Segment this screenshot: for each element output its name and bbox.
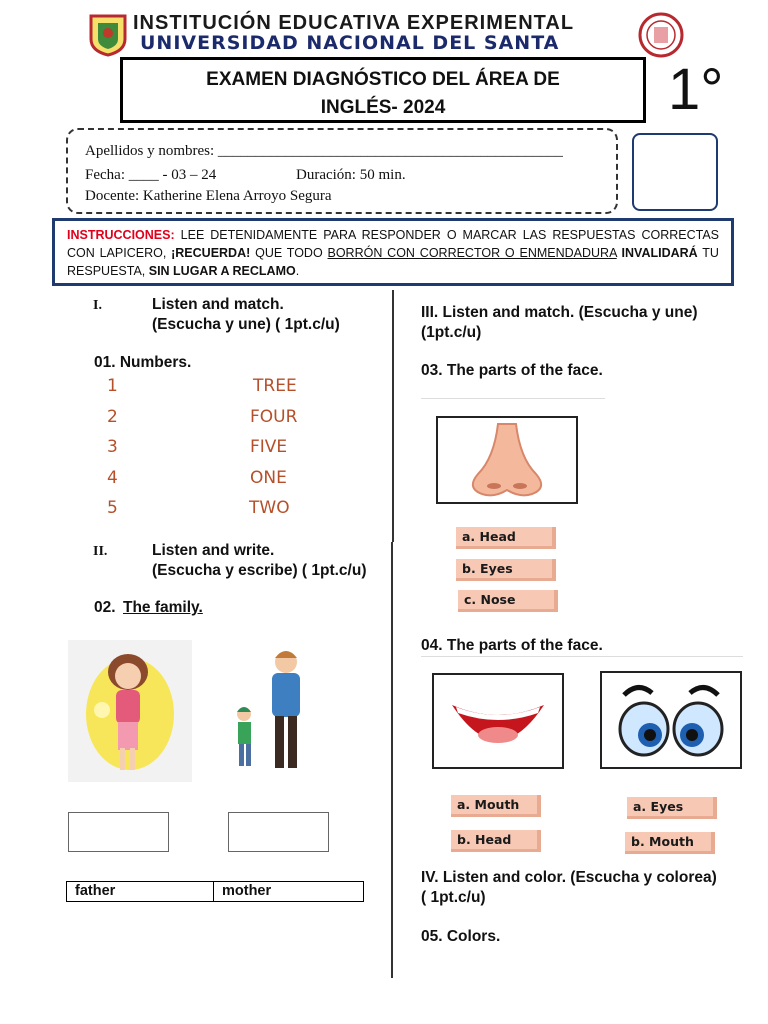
name-field-label: Apellidos y nombres: ______________________________________________ <box>85 143 563 159</box>
teacher-label: Docente: Katherine Elena Arroyo Segura <box>85 188 332 204</box>
instructions-box: INSTRUCCIONES: LEE DETENIDAMENTE PARA RESPONDER O MARCAR LAS RESPUESTAS CORRECTAS CON LAPICERO, ¡RECUERDA! QUE TODO BORRÓN CON CORRECTOR O ENMENDADURA INVALIDARÁ TU RESPUESTA, SIN LUGAR A RECLAMO. <box>52 218 734 286</box>
option-head-button[interactable]: a. Head <box>456 527 556 549</box>
question-02-number: 02. <box>94 599 116 616</box>
word-bank-table <box>66 881 364 902</box>
option-nose-button[interactable]: c. Nose <box>458 590 558 612</box>
question-05-title: 05. Colors. <box>421 928 501 945</box>
column-divider-bottom <box>391 542 393 978</box>
section2-subtitle: (Escucha y escribe) ( 1pt.c/u) <box>152 562 367 579</box>
section2-title: Listen and write. <box>152 542 275 559</box>
word-bank-mother: mother <box>222 883 272 899</box>
number-item: 2 <box>107 407 118 427</box>
number-item: 3 <box>107 437 118 457</box>
number-word: TREE <box>253 376 297 396</box>
section3-title: III. Listen and match. (Escucha y une) <box>421 304 698 321</box>
section4-subtitle: ( 1pt.c/u) <box>421 889 486 906</box>
school-crest-logo <box>88 13 128 57</box>
section2-roman: II. <box>93 544 108 559</box>
university-seal-logo <box>638 12 684 58</box>
section3-subtitle: (1pt.c/u) <box>421 324 482 341</box>
section1-title: Listen and match. <box>152 296 284 313</box>
score-box <box>632 133 718 211</box>
section4-title: IV. Listen and color. (Escucha y colorea) <box>421 869 717 886</box>
question-04-title: 04. The parts of the face. <box>421 637 603 654</box>
option-eyes-button-right[interactable]: a. Eyes <box>627 797 717 819</box>
mother-illustration <box>68 640 192 782</box>
option-mouth-button-right[interactable]: b. Mouth <box>625 832 715 854</box>
exam-title-line2: INGLÉS- 2024 <box>320 97 446 118</box>
duration-label: Duración: 50 min. <box>296 167 406 183</box>
column-divider-top <box>392 290 394 542</box>
question-01-title: 01. Numbers. <box>94 354 192 371</box>
section1-subtitle: (Escucha y une) ( 1pt.c/u) <box>152 316 340 333</box>
exam-title-line1: EXAMEN DIAGNÓSTICO DEL ÁREA DE <box>206 69 560 90</box>
number-word: ONE <box>250 468 287 488</box>
divider <box>421 656 743 657</box>
father-son-illustration <box>220 640 344 782</box>
option-head-button-left[interactable]: b. Head <box>451 830 541 852</box>
grade-label: 1° <box>668 57 724 122</box>
exam-title-box <box>120 57 646 123</box>
question-03-title: 03. The parts of the face. <box>421 362 603 379</box>
question-02-title: The family. <box>123 599 203 616</box>
institution-name: INSTITUCIÓN EDUCATIVA EXPERIMENTAL <box>133 12 575 34</box>
option-mouth-button-left[interactable]: a. Mouth <box>451 795 541 817</box>
number-item: 4 <box>107 468 118 488</box>
number-item: 1 <box>107 376 118 396</box>
option-eyes-button[interactable]: b. Eyes <box>456 559 556 581</box>
instructions-label: INSTRUCCIONES: <box>67 228 175 242</box>
section1-roman: I. <box>93 298 102 313</box>
mouth-picture <box>432 673 564 769</box>
university-name: UNIVERSIDAD NACIONAL DEL SANTA <box>140 32 560 54</box>
date-field-label: Fecha: ____ - 03 – 24 <box>85 167 217 183</box>
answer-box-father[interactable] <box>228 812 329 852</box>
answer-box-mother[interactable] <box>68 812 169 852</box>
number-word: TWO <box>249 498 290 518</box>
word-bank-father: father <box>67 882 214 901</box>
eyes-picture <box>600 671 742 769</box>
divider <box>421 398 605 399</box>
number-word: FOUR <box>250 407 298 427</box>
number-word: FIVE <box>250 437 288 457</box>
number-item: 5 <box>107 498 118 518</box>
nose-picture <box>436 416 578 504</box>
